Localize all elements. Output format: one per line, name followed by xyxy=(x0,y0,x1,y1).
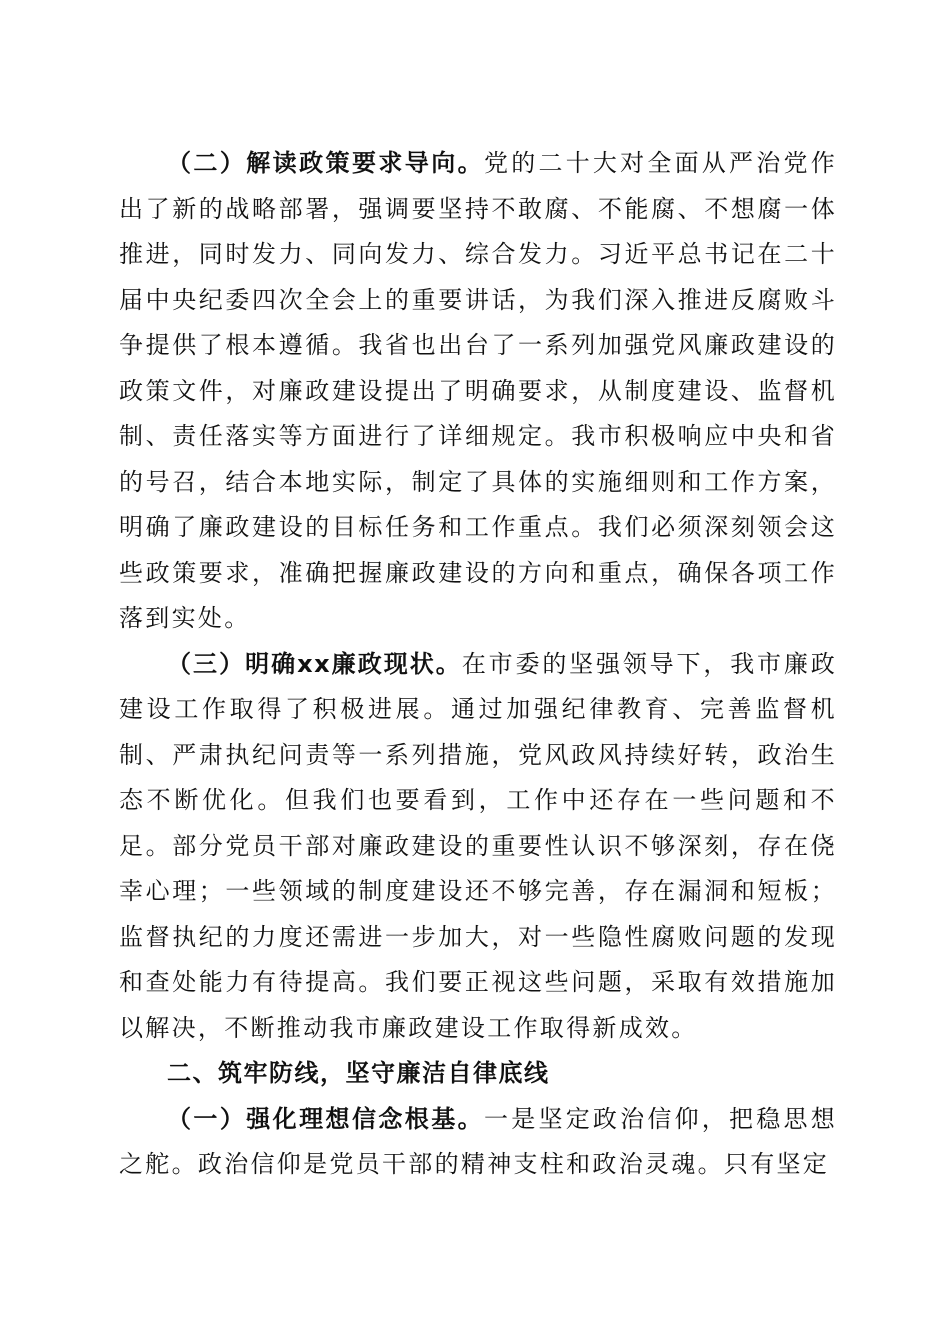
subheading-current-status: （三）明确xx廉政现状。 xyxy=(167,649,462,678)
subheading-policy-guidance: （二）解读政策要求导向。 xyxy=(167,149,485,177)
section-heading: 二、筑牢防线，坚守廉洁自律底线 xyxy=(167,1059,550,1087)
subheading-ideals-beliefs: （一）强化理想信念根基。 xyxy=(167,1104,485,1133)
paragraph-text: 党的二十大对全面从严治党作出了新的战略部署，强调要坚持不敢腐、不能腐、不想腐一体推进，同时发力、同向发力、综合发力。习近平总书记在二十届中央纪委四次全会上的重要讲话，为我们深入推进反腐败斗争提供了根本遵循。我省也出台了一系列加强党风廉政建设的政策文件，对廉政建设提出了明确要求，从制度建设、监督机制、责任落实等方面进行了详细规定。我市积极响应中央和省的号召，结合本地实际，制定了具体的实施细则和工作方案，明确了廉政建设的目标任务和工作重点。我们必须深刻领会这些政策要求，准确把握廉政建设的方向和重点，确保各项工作落到实处。 xyxy=(119,149,837,632)
document-body xyxy=(119,141,837,1188)
paragraph-ideals-beliefs xyxy=(119,1097,837,1188)
paragraph-text: 一是坚定政治信仰，把稳思想之舵。政治信仰是党员干部的精神支柱和政治灵魂。只有坚定 xyxy=(119,1104,837,1178)
paragraph-text: 在市委的坚强领导下，我市廉政建设工作取得了积极进展。通过加强纪律教育、完善监督机制、严肃执纪问责等一系列措施，党风政风持续好转，政治生态不断优化。但我们也要看到，工作中还存在一些问题和不足。部分党员干部对廉政建设的重要性认识不够深刻，存在侥幸心理；一些领域的制度建设还不够完善，存在漏洞和短板；监督执纪的力度还需进一步加大，对一些隐性腐败问题的发现和查处能力有待提高。我们要正视这些问题，采取有效措施加以解决，不断推动我市廉政建设工作取得新成效。 xyxy=(119,649,837,1042)
paragraph-policy-guidance xyxy=(119,141,837,642)
paragraph-current-status xyxy=(119,642,837,1052)
